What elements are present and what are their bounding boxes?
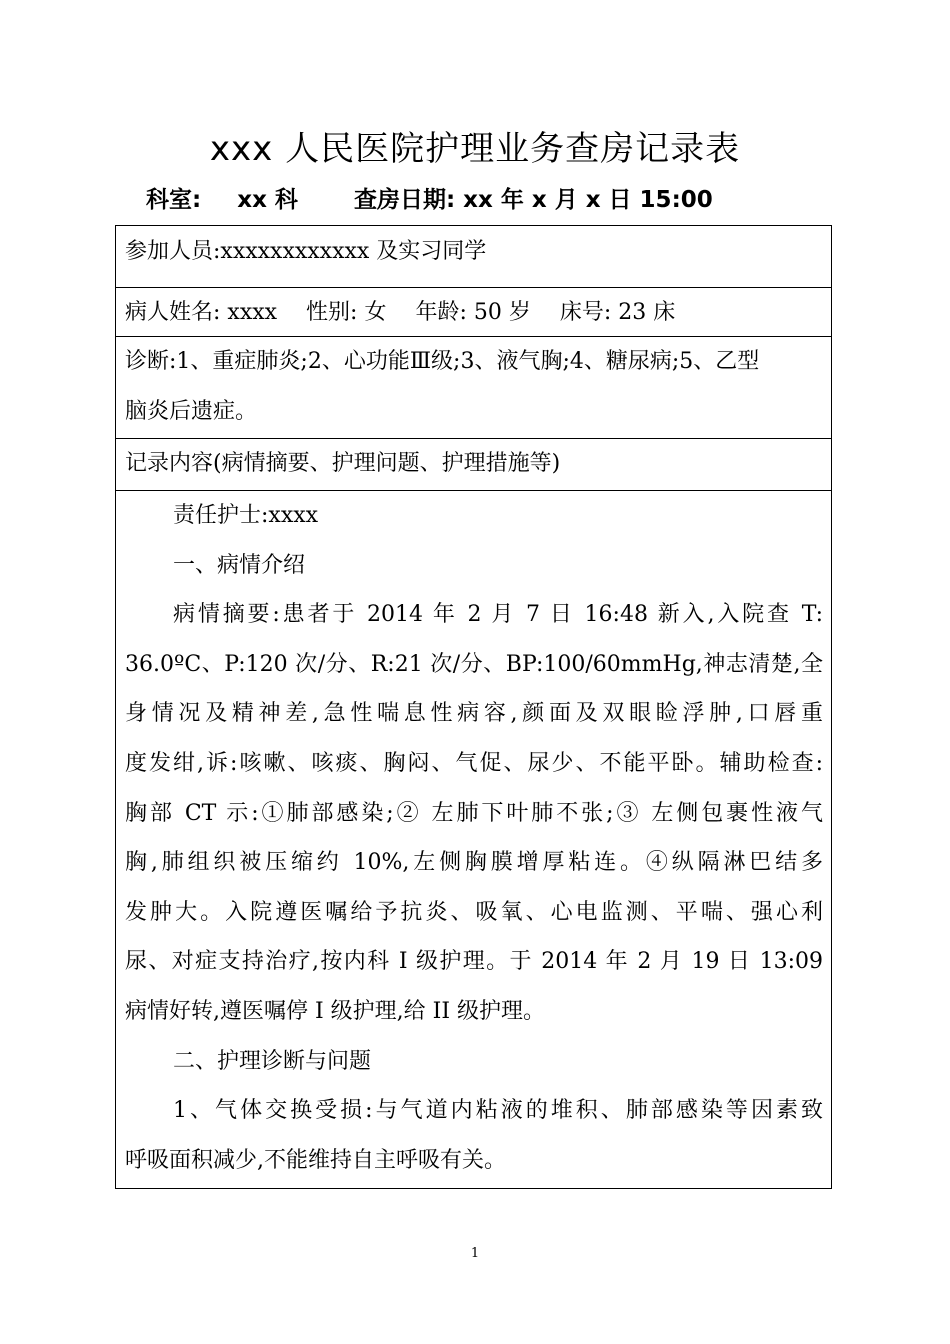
content-line: 度发绀,诉:咳嗽、咳痰、胸闷、气促、尿少、不能平卧。辅助检查: bbox=[125, 750, 823, 776]
page-number: 1 bbox=[470, 1246, 480, 1261]
diagnosis-line-2: 脑炎后遗症。 bbox=[125, 399, 258, 424]
header-meta bbox=[146, 182, 713, 218]
patient-age: 年龄: 50 岁 bbox=[415, 300, 531, 325]
content-line: 胸部 CT 示:①肺部感染;② 左肺下叶肺不张;③ 左侧包裹性液气 bbox=[125, 800, 823, 826]
date-value: xx 年 x 月 x 日 15:00 bbox=[463, 187, 713, 213]
patient-bed: 床号: 23 床 bbox=[559, 300, 676, 325]
content-line: 胸,肺组织被压缩约 10%,左侧胸膜增厚粘连。④纵隔淋巴结多 bbox=[125, 850, 823, 876]
department-label: 科室: bbox=[146, 187, 202, 213]
section-heading-diagnosis: 二、护理诊断与问题 bbox=[173, 1048, 372, 1074]
diagnosis-row bbox=[116, 337, 831, 439]
section-heading-condition: 一、病情介绍 bbox=[173, 552, 306, 578]
record-header-row bbox=[116, 439, 831, 491]
content-line: 病情摘要:患者于 2014 年 2 月 7 日 16:48 新入,入院查 T: bbox=[173, 602, 823, 628]
record-content bbox=[116, 491, 831, 1188]
participants-row bbox=[116, 226, 831, 288]
record-header-text: 记录内容(病情摘要、护理问题、护理措施等) bbox=[125, 451, 561, 476]
content-line: 呼吸面积减少,不能维持自主呼吸有关。 bbox=[125, 1147, 506, 1173]
patient-info-row bbox=[116, 288, 831, 337]
content-line: 病情好转,遵医嘱停 I 级护理,给 II 级护理。 bbox=[125, 998, 546, 1024]
participants-text: 参加人员:xxxxxxxxxxxx 及实习同学 bbox=[125, 239, 487, 264]
document-title: xxx 人民医院护理业务查房记录表 bbox=[209, 129, 741, 169]
content-line: 1、气体交换受损:与气道内粘液的堆积、肺部感染等因素致 bbox=[173, 1098, 823, 1124]
content-line: 尿、对症支持治疗,按内科 I 级护理。于 2014 年 2 月 19 日 13:09 bbox=[125, 949, 823, 975]
content-line: 36.0ºC、P:120 次/分、R:21 次/分、BP:100/60mmHg,神志清楚,全 bbox=[125, 651, 823, 677]
record-table bbox=[115, 225, 832, 1189]
department-value: xx 科 bbox=[237, 187, 298, 213]
patient-gender: 性别: 女 bbox=[306, 300, 387, 325]
content-line: 身情况及精神差,急性喘息性病容,颜面及双眼睑浮肿,口唇重 bbox=[125, 701, 823, 727]
patient-name: 病人姓名: xxxx bbox=[125, 300, 278, 325]
content-line: 发肿大。入院遵医嘱给予抗炎、吸氧、心电监测、平喘、强心利 bbox=[125, 899, 823, 925]
diagnosis-line-1: 诊断:1、重症肺炎;2、心功能Ⅲ级;3、液气胸;4、糖尿病;5、乙型 bbox=[125, 349, 760, 374]
nurse-line: 责任护士:xxxx bbox=[173, 503, 319, 528]
date-label: 查房日期: bbox=[353, 187, 456, 213]
